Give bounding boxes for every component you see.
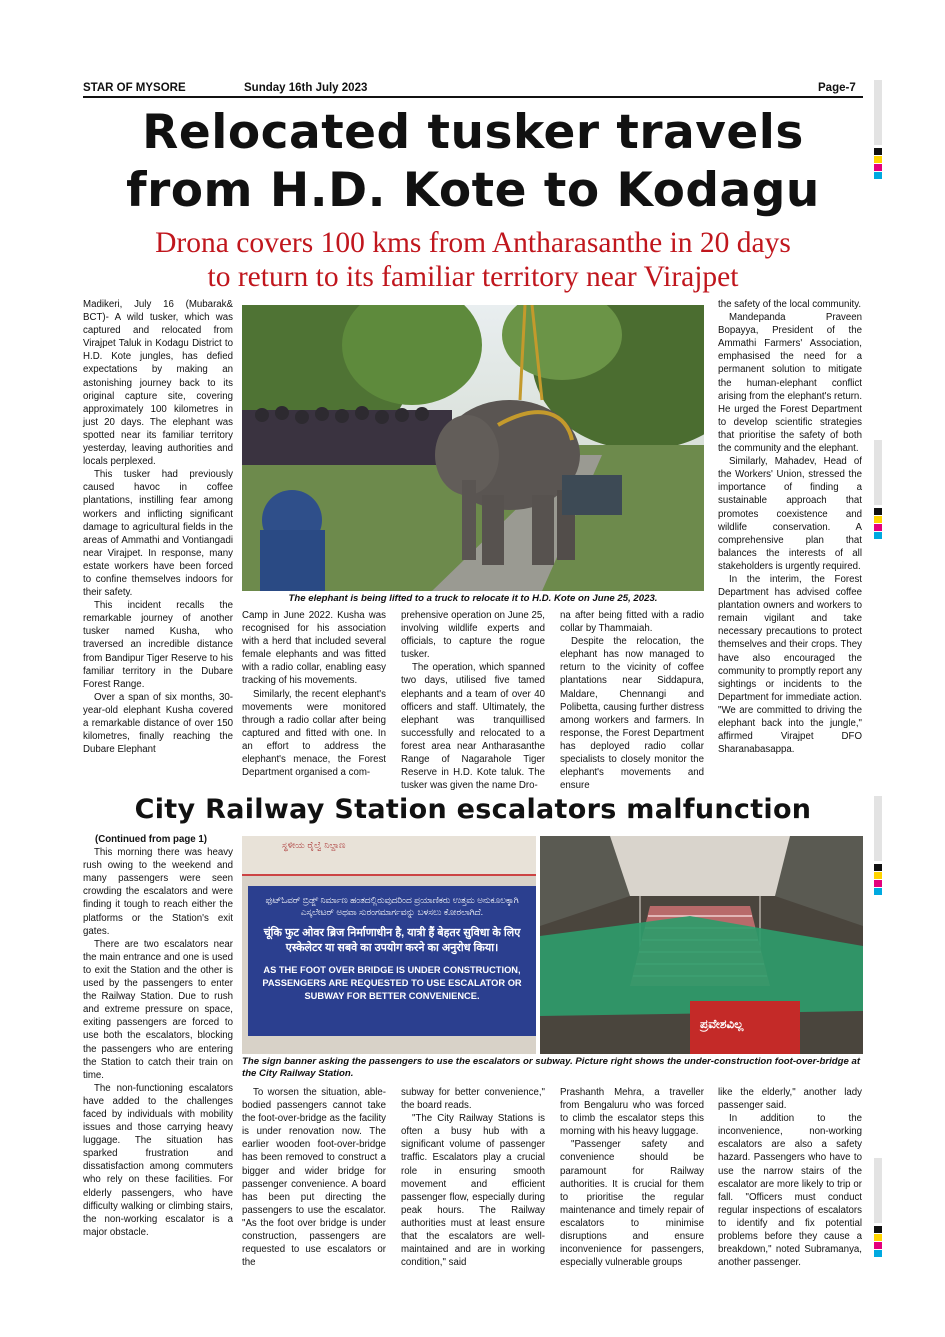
registration-swatch-magenta: [874, 524, 882, 531]
no-entry-sign: ಪ್ರವೇಶವಿಲ್ಲ: [700, 1017, 744, 1031]
banner-hindi-line1: चूंकि फुट ओवर ब्रिज निर्माणाधीन है, यात्री हैं बेहतर सुविधा के लिए: [263, 927, 521, 939]
story2-column-5: [718, 1086, 862, 1269]
registration-swatch-cyan: [874, 888, 882, 895]
banner-hindi-line2: एस्केलेटर या सबवे का उपयोग करने का अनुरोध किया।: [285, 942, 499, 954]
paragraph: In addition to the inconvenience, non-working escalators are also a safety hazard. Passengers who have to use the narrow stairs of the escalator are more likely to trip or fall. "Officers must conduct regular inspections of escalators to identify and fix potential problems before they cause a breakdown," noted Subramanya, another passenger.: [718, 1113, 862, 1269]
registration-swatch-black: [874, 148, 882, 155]
registration-swatch-black: [874, 864, 882, 871]
registration-swatch-yellow: [874, 156, 882, 163]
paragraph: the safety of the local community.: [718, 299, 862, 310]
paragraph: This incident recalls the remarkable journey of another tusker named Kusha, who traversed an incredible distance from Bandipur Tiger Reserve to his familiar territory in the Dubare Forest Range.: [83, 600, 233, 690]
story1-headline-line2: from H.D. Kote to Kodagu: [126, 163, 820, 218]
story1-column-5: [718, 298, 862, 756]
banner-photo: [242, 836, 536, 1054]
page-number: Page-7: [818, 82, 856, 94]
paragraph: "Passenger safety and convenience should be paramount for Railway authorities. It is crucial for them to prioritise the regular maintenance and timely repair of escalators to minimise disruptions and ensure inconvenience for passengers, especially vulnerable groups: [560, 1139, 704, 1269]
story1-subhead: [83, 226, 863, 294]
paragraph: In the interim, the Forest Department has advised coffee plantation owners and workers to remain vigilant and take necessary precautions to protect themselves and their crops. They have also encouraged the community to promptly report any sightings or incidents to the Department for immediate action. "We are committed to driving the elephant back into the jungle," affirmed Virajpet DFO Sharanabasappa.: [718, 573, 862, 756]
paper-name: STAR OF MYSORE: [83, 82, 186, 94]
elephant-photo: [242, 305, 704, 591]
paragraph: na after being fitted with a radio collar by Thammaiah.: [560, 610, 704, 635]
registration-swatch-magenta: [874, 880, 882, 887]
banner-english: AS THE FOOT OVER BRIDGE IS UNDER CONSTRUCTION, PASSENGERS ARE REQUESTED TO USE ESCALATOR OR SUBWAY FOR BETTER CONVENIENCE.: [262, 965, 522, 1001]
banner-kannada-line1: ಫುಟ್‌ಓವರ್ ಬ್ರಿಡ್ಜ್ ನಿರ್ಮಾಣ ಹಂತದಲ್ಲಿರುವುದರಿಂದ ಪ್ರಯಾಣಿಕರು ಉತ್ತಮ ಅನುಕೂಲಕ್ಕಾಗಿ: [265, 895, 519, 905]
continued-note: (Continued from page 1): [95, 834, 207, 845]
paragraph: prehensive operation on June 25, involving wildlife experts and officials, to capture the rogue tusker.: [401, 610, 545, 661]
registration-swatch-yellow: [874, 872, 882, 879]
paragraph: Similarly, the recent elephant's movements were monitored through a radio collar after being captured and fitted with one. In an effort to address the elephant's menace, the Forest Department organised a com-: [242, 688, 386, 779]
registration-swatch-cyan: [874, 532, 882, 539]
story2-headline: City Railway Station escalators malfunction: [134, 794, 812, 825]
registration-bar: [874, 796, 882, 861]
paragraph: The operation, which spanned two days, utilised five tamed elephants and a team of over 40 officers and staff. Ultimately, the elephant was tranquillised successfully and relocated to a forest area near Antharasanthe Range of Nagarahole Tiger Reserve in H.D. Kote taluk. The tusker was given the name Dro-: [401, 662, 545, 792]
paragraph: Mandepanda Praveen Bopayya, President of the Ammathi Farmers' Association, emphasised the need for a permanent solution to mitigate the human-elephant conflict arising from the elephant's return. He urged the Forest Department to develop scientific strategies that prioritise the safety of both the community and the elephant.: [718, 312, 863, 455]
story1-headline: [83, 104, 863, 220]
story1-column-3: [401, 609, 545, 792]
registration-swatch-yellow: [874, 516, 882, 523]
paragraph: subway for better convenience," the board reads.: [401, 1087, 545, 1112]
registration-swatch-cyan: [874, 1250, 882, 1257]
paragraph: Over a span of six months, 30-year-old elephant Kusha covered a remarkable distance of over 150 kilometres, finally reaching the Dubare Elephant: [83, 691, 233, 756]
registration-bar: [874, 1158, 882, 1223]
registration-bar: [874, 80, 882, 145]
issue-date: Sunday 16th July 2023: [244, 82, 368, 94]
registration-swatch-yellow: [874, 1234, 882, 1241]
paragraph: Despite the relocation, the elephant has now managed to return to the vicinity of coffee plantations near Siddapura, Maldare, Chennangi and Polibetta, causing further distress among workers and farmers. In response, the Forest Department has deployed radio collar specialists to closely monitor the elephant's movements and ensure: [560, 636, 704, 792]
masthead-rule: [83, 96, 863, 98]
registration-swatch-black: [874, 508, 882, 515]
story1-column-1: [83, 298, 233, 756]
paragraph: This tusker had previously caused havoc in coffee plantations, instilling fear among workers and inflicting significant damage to agricultural fields in the areas of Ammathi and Vontiangadi near Virajpet. In response, many estate workers have been forced to confine themselves indoors for their safety.: [83, 469, 233, 599]
station-sign-text: ಸ್ಥಳೀಯ ರೈಲ್ವೆ ನಿಲ್ದಾಣ: [282, 840, 346, 850]
story2-column-2: [242, 1086, 386, 1269]
story1-column-2: [242, 609, 386, 779]
paragraph: The non-functioning escalators have added to the challenges faced by individuals with mobility issues and those carrying heavy luggage. The situation has sparked frustration and dissatisfaction among commuters who rely on these facilities. For elderly passengers, who have difficulty walking or climbing stairs, the non-working escalator is a major obstacle.: [83, 1082, 233, 1238]
registration-swatch-magenta: [874, 164, 882, 171]
paragraph: "The City Railway Stations is often a busy hub with a significant volume of passenger traffic. Escalators play a crucial role in ensuring smooth movement and efficient passenger flow, especially during peak hours. The Railway authorities must at least ensure that the escalators are well-maintained and are in working condition," said: [401, 1113, 545, 1269]
registration-bar: [874, 440, 882, 505]
paragraph: Similarly, Mahadev, Head of the Workers' Union, stressed the importance of finding a sustainable approach that promotes coexistence and wildlife conservation. A comprehensive plan that balances the interests of all stakeholders is urgently required.: [718, 456, 862, 572]
registration-swatch-black: [874, 1226, 882, 1233]
paragraph: This morning there was heavy rush owing to the weekend and many passengers were seen crowding the escalators and were finding it tough to reach either the platforms or the Station's exit gates.: [83, 847, 233, 937]
paragraph: Camp in June 2022. Kusha was recognised for his association with a herd that included several female elephants and was fitted with a radio collar, enabling easy tracking of his movements.: [242, 610, 386, 687]
story1-subhead-line2: to return to its familiar territory near Virajpet: [207, 261, 739, 293]
paragraph: like the elderly," another lady passenger said.: [718, 1087, 862, 1112]
banner-kannada-line2: ಎಸ್ಕಲೇಟರ್ ಅಥವಾ ಸುರಂಗಮಾರ್ಗವನ್ನು ಬಳಸಲು ಕೋರಲಾಗಿದೆ.: [300, 907, 484, 917]
registration-swatch-magenta: [874, 1242, 882, 1249]
sign-banner: [248, 886, 536, 1036]
story1-headline-line1: Relocated tusker travels: [142, 105, 804, 160]
story1-column-4: [560, 609, 704, 792]
story1-photo-caption: The elephant is being lifted to a truck to relocate it to H.D. Kote on June 25, 2023.: [288, 593, 658, 604]
story2-photo-caption: The sign banner asking the passengers to use the escalators or subway. Picture right shows the under-construction foot-over-bridge at the City Railway Station.: [242, 1056, 861, 1079]
story2-column-1: [83, 833, 233, 1239]
story2-column-4: [560, 1086, 704, 1269]
registration-swatch-cyan: [874, 172, 882, 179]
paragraph: Prashanth Mehra, a traveller from Bengaluru who was forced to climb the escalator steps this morning with his heavy luggage.: [560, 1087, 704, 1138]
footbridge-photo: [540, 836, 863, 1054]
story2-column-3: [401, 1086, 545, 1269]
story1-subhead-line1: Drona covers 100 kms from Antharasanthe in 20 days: [155, 227, 791, 259]
paragraph: There are two escalators near the main entrance and one is used to exit the Station and the other is used by the passengers to enter the Railway Station. Due to rush and extreme pressure on space, exiting passengers are forced to use both the escalators, blocking the passengers who are entering the Station to catch their train on time.: [83, 938, 233, 1081]
paragraph: Madikeri, July 16 (Mubarak& BCT)- A wild tusker, which was captured and relocated from Virajpet Taluk in Kodagu District to H.D. Kote jungles, has defied expectations by making an astonishing journey back to its original capture site, covering approximately 100 kilometres in just 20 days. The elephant was spotted near its familiar territory yesterday, leaving authorities and locals perplexed.: [83, 299, 233, 468]
paragraph: To worsen the situation, able-bodied passengers cannot take the foot-over-bridge as the facility is under renovation now. The earlier wooden foot-over-bridge has been removed to construct a bigger and wider bridge for passenger convenience. A board has been put directing the passengers to use the escalator. "As the foot over bridge is under construction, passengers are requested to use escalators or the: [242, 1087, 386, 1269]
